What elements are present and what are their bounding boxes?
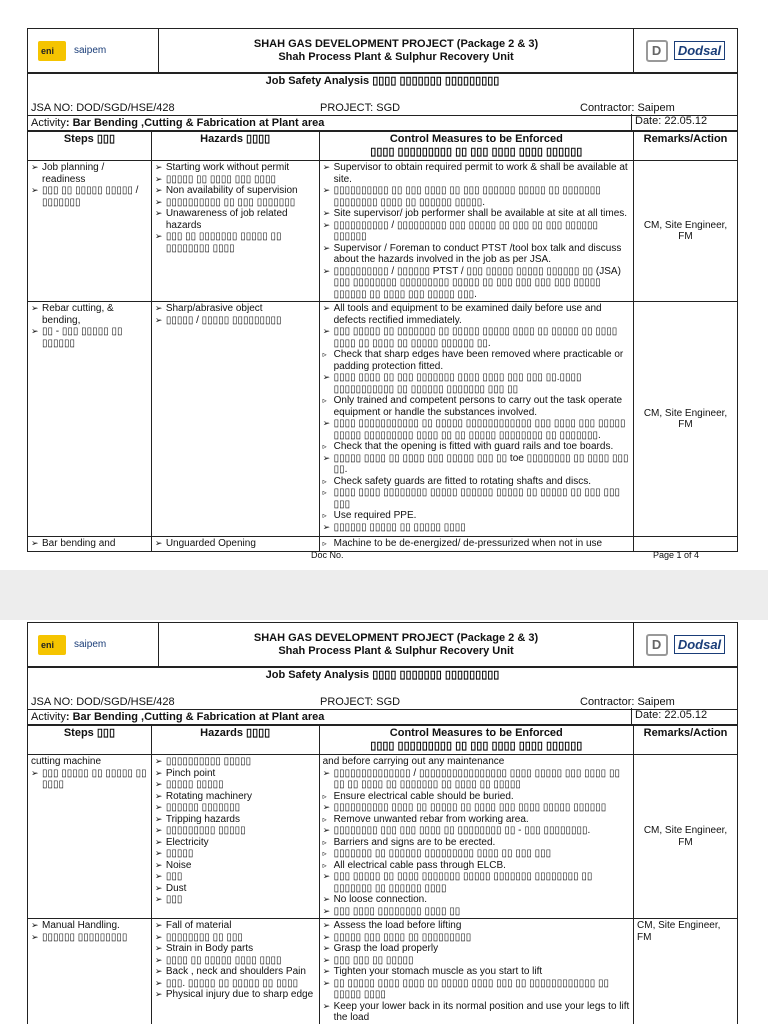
list-item: ➢ ▯▯▯▯▯▯▯▯▯▯▯▯▯▯ / ▯▯▯▯▯▯▯▯▯▯▯▯▯▯▯▯ ▯▯▯▯ ▯▯▯▯▯ ▯▯▯ ▯▯▯▯ ▯▯ ▯▯ ▯▯ ▯▯▯▯ ▯▯ ▯▯▯▯▯▯▯ ▯▯ ▯▯▯▯ ▯▯ ▯▯▯▯▯: [323, 768, 630, 791]
saipem-logo-text: saipem: [74, 639, 107, 650]
list-item: ➢ Supervisor to obtain required permit to work & shall be available at site.: [323, 162, 630, 185]
list-item: ➢ ▯▯▯ ▯▯▯▯▯ ▯▯ ▯▯▯▯ ▯▯▯▯▯▯▯ ▯▯▯▯▯ ▯▯▯▯▯▯▯ ▯▯▯▯▯▯▯▯ ▯▯ ▯▯▯▯▯▯▯ ▯▯ ▯▯▯▯▯▯ ▯▯▯▯: [323, 871, 630, 894]
doc-number: Doc No.: [311, 550, 344, 560]
list-item: ➢ ▯▯▯ ▯▯▯▯▯ ▯▯ ▯▯▯▯▯▯▯ ▯▯ ▯▯▯▯▯ ▯▯▯▯▯ ▯▯▯▯ ▯▯ ▯▯▯▯▯ ▯▯ ▯▯▯▯ ▯▯▯▯ ▯▯ ▯▯▯▯ ▯▯ ▯▯▯▯▯ ▯▯▯▯▯▯ ▯▯.: [323, 326, 630, 349]
hazards-header: Hazards ▯▯▯▯: [151, 726, 319, 755]
list-item: ➢ ▯▯▯ ▯▯ ▯▯▯▯▯ ▯▯▯▯▯ / ▯▯▯▯▯▯▯: [31, 185, 148, 208]
list-item: ➢ ▯▯▯▯▯ ▯▯▯ ▯▯▯▯ ▯▯ ▯▯▯▯▯▯▯▯▯: [323, 932, 630, 944]
list-item: ▹ Use required PPE.: [323, 510, 630, 522]
list-item: ▹ Machine to be de-energized/ de-pressurized when not in use: [323, 538, 630, 550]
list-item: ▹ ▯▯▯▯ ▯▯▯▯ ▯▯▯▯▯▯▯▯ ▯▯▯▯▯ ▯▯▯▯▯▯ ▯▯▯▯▯ ▯▯ ▯▯▯▯▯ ▯▯ ▯▯▯ ▯▯▯ ▯▯▯: [323, 487, 630, 510]
project-code: PROJECT: SGD: [320, 696, 401, 708]
list-item: ➢ ▯▯▯▯▯▯ ▯▯▯▯▯ ▯▯ ▯▯▯▯▯ ▯▯▯▯: [323, 522, 630, 534]
table-header-row: [28, 132, 738, 161]
list-item: ➢ ▯▯▯: [155, 894, 316, 906]
jsa-title: Job Safety Analysis ▯▯▯▯ ▯▯▯▯▯▯▯ ▯▯▯▯▯▯▯▯▯: [265, 75, 500, 87]
controls-header: [319, 132, 633, 161]
contractor: Contractor: Saipem: [580, 102, 675, 114]
date: Date: 22.05.12: [631, 708, 707, 724]
list-item: ➢ Tripping hazards: [155, 814, 316, 826]
list-item: ➢ Rotating machinery: [155, 791, 316, 803]
project-title-line2: Shah Process Plant & Sulphur Recovery Unit: [278, 50, 514, 63]
list-item: ➢ ▯▯▯▯▯▯▯▯ ▯▯▯ ▯▯▯ ▯▯▯▯ ▯▯ ▯▯▯▯▯▯▯▯ ▯▯ - ▯▯▯ ▯▯▯▯▯▯▯▯.: [323, 825, 630, 837]
controls-header-en: Control Measures to be Enforced: [389, 727, 563, 739]
table-row: [28, 537, 738, 552]
list-item: ➢ Electricity: [155, 837, 316, 849]
list-item: ➢ ▯▯ ▯▯▯▯▯ ▯▯▯▯ ▯▯▯▯ ▯▯ ▯▯▯▯▯ ▯▯▯▯ ▯▯▯ ▯▯ ▯▯▯▯▯▯▯▯▯▯▯▯ ▯▯ ▯▯▯▯▯ ▯▯▯▯: [323, 978, 630, 1001]
list-item: ▹ ▯▯▯▯▯▯▯ ▯▯ ▯▯▯▯▯▯ ▯▯▯▯▯▯▯▯▯ ▯▯▯▯ ▯▯ ▯▯▯ ▯▯▯: [323, 848, 630, 860]
list-item: ➢ ▯▯▯▯▯ ▯▯ ▯▯▯▯ ▯▯▯ ▯▯▯▯: [155, 174, 316, 186]
list-item: ➢ Tighten your stomach muscle as you start to lift: [323, 966, 630, 978]
project-title-line1: SHAH GAS DEVELOPMENT PROJECT (Package 2 & 3): [253, 37, 539, 50]
list-item: ➢ ▯▯▯▯ ▯▯▯▯ ▯▯ ▯▯▯ ▯▯▯▯▯▯▯ ▯▯▯▯ ▯▯▯▯ ▯▯▯ ▯▯▯ ▯▯.▯▯▯▯ ▯▯▯▯▯▯▯▯▯▯▯ ▯▯ ▯▯▯▯▯▯ ▯▯▯▯▯▯▯ ▯▯▯ ▯▯: [323, 372, 630, 395]
list-item: ➢ ▯▯▯▯▯▯▯▯▯▯ / ▯▯▯▯▯▯ PTST / ▯▯▯ ▯▯▯▯▯ ▯▯▯▯▯ ▯▯▯▯▯▯ ▯▯ (JSA) ▯▯▯ ▯▯▯▯▯▯▯▯ ▯▯▯▯▯▯▯▯▯ ▯▯▯▯▯ ▯▯ ▯▯▯ ▯▯▯ ▯▯▯ ▯▯▯ ▯▯▯▯▯ ▯▯▯▯▯▯ ▯▯ ▯▯▯▯ ▯▯▯ ▯▯▯▯▯ ▯▯▯.: [323, 266, 630, 301]
control-continued: and before carrying out any maintenance: [322, 756, 505, 767]
list-item: ➢ Starting work without permit: [155, 162, 316, 174]
list-item: ➢ Job planning / readiness: [31, 162, 148, 185]
jsa-table-page1: [27, 131, 738, 552]
list-item: ➢ ▯▯▯▯▯ ▯▯▯▯ ▯▯ ▯▯▯▯ ▯▯▯ ▯▯▯▯▯ ▯▯▯ ▯▯ toe ▯▯▯▯▯▯▯▯ ▯▯ ▯▯▯▯ ▯▯▯ ▯▯.: [323, 453, 630, 476]
hazards-cell: [151, 537, 319, 552]
jsa-number: JSA NO: DOD/SGD/HSE/428: [31, 696, 175, 708]
activity-label: Activity: [31, 711, 66, 723]
list-item: ➢ No loose connection.: [323, 894, 630, 906]
list-item: ▹ Check that the opening is fitted with guard rails and toe boards.: [323, 441, 630, 453]
hazards-cell: [151, 302, 319, 537]
list-item: ➢ Supervisor / Foreman to conduct PTST /tool box talk and discuss about the hazards involved in the job as per JSA.: [323, 243, 630, 266]
list-item: ▹ Only trained and competent persons to carry out the task operate equipment or handle the substances involved.: [323, 395, 630, 418]
activity: [31, 116, 324, 130]
list-item: ▹ Ensure electrical cable should be buried.: [323, 791, 630, 803]
remarks-cell: CM, Site Engineer, FM: [634, 302, 738, 537]
controls-header-local: ▯▯▯▯ ▯▯▯▯▯▯▯▯▯ ▯▯ ▯▯▯ ▯▯▯▯ ▯▯▯▯ ▯▯▯▯▯▯: [370, 146, 583, 158]
jsa-meta: [27, 73, 738, 131]
list-item: ➢ Noise: [155, 860, 316, 872]
hazards-header: Hazards ▯▯▯▯: [151, 132, 319, 161]
date: Date: 22.05.12: [631, 114, 707, 130]
saipem-logo-text: saipem: [74, 45, 107, 56]
list-item: ➢ Manual Handling.: [31, 920, 148, 932]
jsa-number: JSA NO: DOD/SGD/HSE/428: [31, 102, 175, 114]
remarks-cell: [634, 537, 738, 552]
dodsal-d-icon: [646, 634, 668, 656]
list-item: ➢ ▯▯▯: [155, 871, 316, 883]
controls-cell: [319, 755, 633, 919]
list-item: ➢ Keep your lower back in its normal position and use your legs to lift the load: [323, 1001, 630, 1024]
hazards-cell: [151, 919, 319, 1024]
list-item: ➢ Grasp the load properly: [323, 943, 630, 955]
list-item: ➢ ▯▯▯▯▯▯▯▯ ▯▯ ▯▯▯: [155, 932, 316, 944]
list-item: ➢ ▯▯▯▯▯▯▯▯▯▯ ▯▯ ▯▯▯ ▯▯▯▯ ▯▯ ▯▯▯ ▯▯▯▯▯▯ ▯▯▯▯▯ ▯▯ ▯▯▯▯▯▯▯ ▯▯▯▯▯▯▯▯ ▯▯▯▯ ▯▯ ▯▯▯▯▯▯ ▯▯▯▯▯.: [323, 185, 630, 208]
list-item: ➢ ▯▯▯▯▯ / ▯▯▯▯▯ ▯▯▯▯▯▯▯▯▯: [155, 315, 316, 327]
list-item: ➢ ▯▯▯▯ ▯▯▯▯▯▯▯▯▯▯▯ ▯▯ ▯▯▯▯▯ ▯▯▯▯▯▯▯▯▯▯▯▯ ▯▯▯ ▯▯▯▯ ▯▯▯ ▯▯▯▯▯ ▯▯▯▯▯ ▯▯▯▯▯▯▯▯▯ ▯▯▯▯ ▯▯ ▯▯ ▯▯▯▯▯ ▯▯▯▯▯▯▯▯ ▯▯ ▯▯▯▯▯▯▯.: [323, 418, 630, 441]
list-item: ➢ Back , neck and shoulders Pain: [155, 966, 316, 978]
list-item: ➢ ▯▯▯▯▯▯▯▯▯▯ ▯▯▯▯ ▯▯ ▯▯▯▯▯ ▯▯ ▯▯▯▯ ▯▯▯ ▯▯▯▯ ▯▯▯▯▯ ▯▯▯▯▯▯: [323, 802, 630, 814]
list-item: ➢ ▯▯▯ ▯▯ ▯▯▯▯▯▯▯ ▯▯▯▯▯ ▯▯ ▯▯▯▯▯▯▯▯ ▯▯▯▯: [155, 231, 316, 254]
list-item: ➢ Bar bending and: [31, 538, 148, 550]
page-number: Page 1 of 4: [653, 550, 700, 560]
list-item: ➢ ▯▯▯▯▯▯ ▯▯▯▯▯▯▯: [155, 802, 316, 814]
list-item: ➢ Unguarded Opening: [155, 538, 316, 550]
dodsal-logo: [634, 623, 737, 666]
document-header: [27, 28, 738, 73]
list-item: ➢ Sharp/abrasive object: [155, 303, 316, 315]
steps-header: Steps ▯▯▯: [28, 726, 152, 755]
page-gap: [0, 570, 768, 620]
list-item: ➢ ▯▯▯▯ ▯▯ ▯▯▯▯▯ ▯▯▯▯ ▯▯▯▯: [155, 955, 316, 967]
list-item: ➢ Rebar cutting, & bending,: [31, 303, 148, 326]
step-continued: cutting machine: [31, 756, 102, 767]
jsa-title: Job Safety Analysis ▯▯▯▯ ▯▯▯▯▯▯▯ ▯▯▯▯▯▯▯▯▯: [265, 669, 500, 681]
list-item: ▹ Check that sharp edges have been removed where practicable or padding protection fitted.: [323, 349, 630, 372]
dodsal-logo: [634, 29, 737, 72]
list-item: ➢ Strain in Body parts: [155, 943, 316, 955]
table-header-row: [28, 726, 738, 755]
jsa-table-page2: [27, 725, 738, 1024]
eni-saipem-logo: [28, 623, 159, 666]
list-item: ➢ ▯▯▯▯▯: [155, 848, 316, 860]
controls-header: [319, 726, 633, 755]
page-2: [0, 620, 768, 1024]
list-item: ▹ Check safety guards are fitted to rotating shafts and discs.: [323, 476, 630, 488]
controls-cell: [319, 161, 633, 302]
eni-saipem-logo: [28, 29, 159, 72]
list-item: ➢ ▯▯▯ ▯▯▯ ▯▯ ▯▯▯▯▯: [323, 955, 630, 967]
list-item: ➢ ▯▯▯ ▯▯▯▯▯ ▯▯ ▯▯▯▯▯ ▯▯ ▯▯▯▯: [31, 768, 148, 791]
controls-cell: [319, 919, 633, 1024]
controls-header-en: Control Measures to be Enforced: [389, 133, 563, 145]
list-item: ➢ ▯▯▯▯▯▯▯▯▯▯ / ▯▯▯▯▯▯▯▯▯ ▯▯▯ ▯▯▯▯▯ ▯▯ ▯▯▯ ▯▯ ▯▯▯ ▯▯▯▯▯▯ ▯▯▯▯▯▯: [323, 220, 630, 243]
list-item: ➢ ▯▯▯▯▯▯▯▯▯▯ ▯▯ ▯▯▯ ▯▯▯▯▯▯▯: [155, 197, 316, 209]
remarks-cell: CM, Site Engineer, FM: [634, 161, 738, 302]
remarks-cell: CM, Site Engineer, FM: [634, 755, 738, 919]
project-title-line2: Shah Process Plant & Sulphur Recovery Unit: [278, 644, 514, 657]
jsa-meta: [27, 667, 738, 725]
list-item: ➢ ▯▯▯▯▯▯ ▯▯▯▯▯▯▯▯▯: [31, 932, 148, 944]
list-item: ➢ Non availability of supervision: [155, 185, 316, 197]
list-item: ➢ Fall of material: [155, 920, 316, 932]
list-item: ▹ Remove unwanted rebar from working area.: [323, 814, 630, 826]
hazards-cell: [151, 755, 319, 919]
activity-value: : Bar Bending ,Cutting & Fabrication at Plant area: [65, 117, 325, 129]
remarks-header: Remarks/Action: [634, 132, 738, 161]
list-item: ➢ ▯▯▯▯▯▯▯▯▯ ▯▯▯▯▯: [155, 825, 316, 837]
eni-logo-icon: [38, 41, 66, 61]
list-item: ➢ Physical injury due to sharp edge: [155, 989, 316, 1001]
eni-logo-icon: [38, 635, 66, 655]
activity-label: Activity: [31, 117, 66, 129]
steps-header: Steps ▯▯▯: [28, 132, 152, 161]
table-row: [28, 161, 738, 302]
steps-cell: [28, 537, 152, 552]
steps-cell: [28, 755, 152, 919]
project-code: PROJECT: SGD: [320, 102, 401, 114]
project-title: [159, 29, 634, 72]
list-item: ➢ Site supervisor/ job performer shall be available at site at all times.: [323, 208, 630, 220]
list-item: ➢ Unawareness of job related hazards: [155, 208, 316, 231]
list-item: ➢ ▯▯ - ▯▯▯ ▯▯▯▯▯ ▯▯ ▯▯▯▯▯▯: [31, 326, 148, 349]
dodsal-logo-text: Dodsal: [674, 41, 725, 60]
list-item: ➢ All tools and equipment to be examined daily before use and defects rectified immediately.: [323, 303, 630, 326]
dodsal-logo-text: Dodsal: [674, 635, 725, 654]
steps-cell: [28, 919, 152, 1024]
document-header: [27, 622, 738, 667]
controls-cell: [319, 302, 633, 537]
list-item: ➢ ▯▯▯▯▯ ▯▯▯▯▯: [155, 779, 316, 791]
controls-header-local: ▯▯▯▯ ▯▯▯▯▯▯▯▯▯ ▯▯ ▯▯▯ ▯▯▯▯ ▯▯▯▯ ▯▯▯▯▯▯: [370, 740, 583, 752]
list-item: ➢ ▯▯▯. ▯▯▯▯▯ ▯▯ ▯▯▯▯▯ ▯▯ ▯▯▯▯: [155, 978, 316, 990]
table-row: [28, 755, 738, 919]
list-item: ➢ Dust: [155, 883, 316, 895]
list-item: ➢ Assess the load before lifting: [323, 920, 630, 932]
table-row: [28, 919, 738, 1024]
remarks-cell: CM, Site Engineer, FM: [634, 919, 738, 1024]
list-item: ➢ Pinch point: [155, 768, 316, 780]
list-item: ➢ ▯▯▯ ▯▯▯▯ ▯▯▯▯▯▯▯▯ ▯▯▯▯ ▯▯: [323, 906, 630, 918]
controls-cell: [319, 537, 633, 552]
activity-value: : Bar Bending ,Cutting & Fabrication at Plant area: [65, 711, 325, 723]
project-title: [159, 623, 634, 666]
steps-cell: [28, 302, 152, 537]
steps-cell: [28, 161, 152, 302]
activity: [31, 710, 324, 724]
remarks-header: Remarks/Action: [634, 726, 738, 755]
list-item: ➢ ▯▯▯▯▯▯▯▯▯▯ ▯▯▯▯▯: [155, 756, 316, 768]
dodsal-d-icon: [646, 40, 668, 62]
hazards-cell: [151, 161, 319, 302]
contractor: Contractor: Saipem: [580, 696, 675, 708]
table-row: [28, 302, 738, 537]
project-title-line1: SHAH GAS DEVELOPMENT PROJECT (Package 2 & 3): [253, 631, 539, 644]
list-item: ▹ All electrical cable pass through ELCB.: [323, 860, 630, 872]
list-item: ▹ Barriers and signs are to be erected.: [323, 837, 630, 849]
